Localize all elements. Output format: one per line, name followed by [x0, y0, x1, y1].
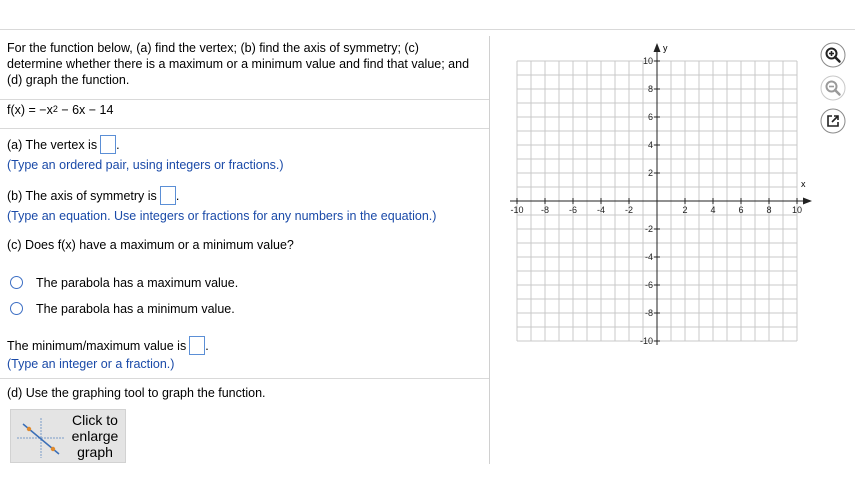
part-c-question: (c) Does f(x) have a maximum or a minimum value? [7, 238, 294, 252]
y-tick-label: -8 [644, 308, 653, 318]
popout-icon[interactable] [820, 108, 846, 134]
y-axis-label: y [663, 43, 668, 53]
x-axis-arrow [803, 198, 812, 205]
x-tick-label: -10 [510, 205, 524, 215]
y-tick-label: 6 [647, 112, 653, 122]
x-tick-label: 6 [738, 205, 744, 215]
panel-divider [489, 36, 490, 464]
x-tick-label: -8 [540, 205, 550, 215]
part-b-row: (b) The axis of symmetry is . [7, 186, 179, 205]
graph-toolbar [818, 40, 850, 139]
part-a-hint: (Type an ordered pair, using integers or fractions.) [7, 158, 284, 172]
y-tick-label: 10 [642, 56, 653, 66]
divider [0, 128, 489, 129]
function-expression: $f(x) = -x^2 - 6x - 14$ [7, 103, 114, 117]
x-tick-label: 2 [682, 205, 688, 215]
x-tick-label: -2 [624, 205, 634, 215]
enlarge-graph-button[interactable] [10, 409, 126, 463]
part-d-question: (d) Use the graphing tool to graph the function. [7, 386, 266, 400]
part-a-row: (a) The vertex is . [7, 135, 120, 154]
part-b-label: (b) The axis of symmetry is [7, 189, 157, 203]
zoom-in-icon[interactable] [820, 42, 846, 68]
option-minimum[interactable]: The parabola has a minimum value. [10, 302, 235, 316]
coordinate-grid[interactable] [500, 36, 815, 348]
y-tick-label: -4 [644, 252, 653, 262]
top-divider [0, 29, 855, 30]
option-maximum[interactable]: The parabola has a maximum value. [10, 276, 238, 290]
y-tick-label: -2 [644, 224, 653, 234]
x-tick-label: 10 [791, 205, 803, 215]
y-tick-label: 2 [647, 168, 653, 178]
vertex-answer-box[interactable] [100, 135, 116, 154]
axis-answer-box[interactable] [160, 186, 176, 205]
zoom-out-icon[interactable] [820, 75, 846, 101]
x-tick-label: -4 [596, 205, 606, 215]
y-tick-label: -10 [639, 336, 653, 346]
graph-thumbnail-icon [15, 416, 67, 460]
y-tick-label: 4 [647, 140, 653, 150]
x-tick-label: 4 [710, 205, 716, 215]
x-axis-label: x [801, 179, 806, 189]
question-prompt: For the function below, (a) find the vertex; (b) find the axis of symmetry; (c) determine whether there is a maximum or a minimum value and find that value; and (d) graph the function. [7, 41, 470, 87]
minmax-label: The minimum/maximum value is [7, 339, 187, 353]
y-tick-label: -6 [644, 280, 653, 290]
x-tick-label: 8 [766, 205, 772, 215]
part-a-label: (a) The vertex is [7, 138, 98, 152]
enlarge-graph-label: Click to enlarge graph [71, 412, 119, 460]
popout-button[interactable] [818, 106, 848, 136]
minmax-row: The minimum/maximum value is . [7, 336, 209, 355]
graph-area[interactable] [500, 36, 815, 351]
divider [0, 99, 489, 100]
y-tick-label: 8 [647, 84, 653, 94]
divider [0, 378, 489, 379]
radio-button[interactable] [10, 302, 23, 315]
y-axis-arrow [654, 43, 661, 52]
minmax-answer-box[interactable] [189, 336, 205, 355]
part-b-hint: (Type an equation. Use integers or fractions for any numbers in the equation.) [7, 209, 437, 223]
zoom-out-button[interactable] [818, 73, 848, 103]
minmax-hint: (Type an integer or a fraction.) [7, 357, 175, 371]
zoom-in-button[interactable] [818, 40, 848, 70]
x-tick-label: -6 [568, 205, 578, 215]
radio-button[interactable] [10, 276, 23, 289]
